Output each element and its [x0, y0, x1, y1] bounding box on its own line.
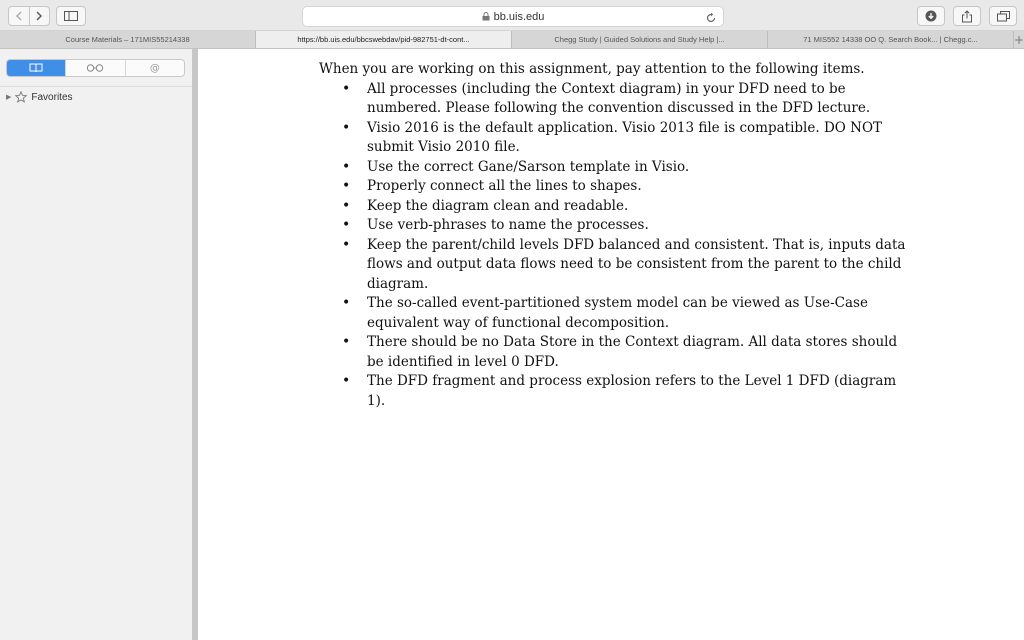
share-icon: [961, 10, 973, 23]
chevron-left-icon: [15, 11, 23, 21]
list-item: • All processes (including the Context diagram) in your DFD need to be numbered. Please following the convention discussed in the DFD lecture.: [319, 80, 909, 119]
tab-chegg-study[interactable]: Chegg Study | Guided Solutions and Study Help |...: [512, 31, 768, 48]
nav-button-group: [8, 6, 50, 26]
list-item: • Keep the parent/child levels DFD balanced and consistent. That is, inputs data flows and output data flows need to be consistent from the parent to the child diagram.: [319, 236, 909, 295]
tab-course-materials[interactable]: Course Materials – 171MIS55214338: [0, 31, 256, 48]
star-icon: [15, 91, 27, 103]
tab-bbcswebdav[interactable]: https://bb.uis.edu/bbcswebdav/pid-982751-dt-cont...: [256, 31, 512, 48]
list-item: • Use the correct Gane/Sarson template in Visio.: [319, 158, 909, 178]
list-item: • There should be no Data Store in the Context diagram. All data stores should be identified in level 0 DFD.: [319, 333, 909, 372]
shared-links-tab[interactable]: [125, 60, 184, 76]
book-icon: [29, 63, 43, 73]
download-icon: [925, 10, 937, 22]
list-item: • The DFD fragment and process explosion refers to the Level 1 DFD (diagram 1).: [319, 372, 909, 411]
tabs-icon: [997, 11, 1010, 22]
favorites-folder[interactable]: [6, 91, 73, 103]
tab-overview-button[interactable]: [989, 6, 1017, 26]
sidebar-separator: [0, 86, 192, 87]
intro-text: When you are working on this assignment, pay attention to the following items.: [319, 61, 865, 77]
sidebar-icon: [64, 11, 78, 21]
at-icon: @: [149, 62, 160, 74]
forward-button[interactable]: [29, 7, 50, 25]
list-item: • Visio 2016 is the default application. Visio 2013 file is compatible. DO NOT submit Visio 2010 file.: [319, 119, 909, 158]
tab-chegg-search[interactable]: 71 MIS552 14338 OO Q. Search Book... | Chegg.c...: [768, 31, 1014, 48]
list-item: • Keep the diagram clean and readable.: [319, 197, 909, 217]
chevron-right-icon: [35, 11, 43, 21]
address-bar[interactable]: [302, 6, 724, 27]
list-item: • The so-called event-partitioned system model can be viewed as Use-Case equivalent way of functional decomposition.: [319, 294, 909, 333]
requirements-list: [319, 80, 909, 412]
share-button[interactable]: [953, 6, 981, 26]
list-item: • Properly connect all the lines to shapes.: [319, 177, 909, 197]
lock-icon: [482, 12, 490, 21]
document-view: [198, 49, 1024, 640]
favorites-label: Favorites: [31, 91, 73, 103]
tab-bar: [0, 31, 1024, 49]
sidebar-segmented-control: [6, 59, 185, 77]
downloads-button[interactable]: [917, 6, 945, 26]
document-body: [319, 60, 909, 411]
address-text: bb.uis.edu: [493, 10, 545, 23]
browser-toolbar: [0, 0, 1024, 31]
reload-icon: [705, 12, 717, 24]
new-tab-button[interactable]: +: [1013, 32, 1024, 47]
bookmarks-tab[interactable]: [7, 60, 65, 76]
reading-list-icon: [86, 64, 104, 72]
sidebar: [0, 49, 192, 640]
sidebar-toggle-button[interactable]: [56, 6, 86, 26]
disclosure-triangle-icon[interactable]: ▶: [6, 94, 12, 101]
list-item: • Use verb-phrases to name the processes.: [319, 216, 909, 236]
reading-list-tab[interactable]: [65, 60, 124, 76]
reload-button[interactable]: [705, 9, 717, 28]
back-button[interactable]: [9, 7, 29, 25]
